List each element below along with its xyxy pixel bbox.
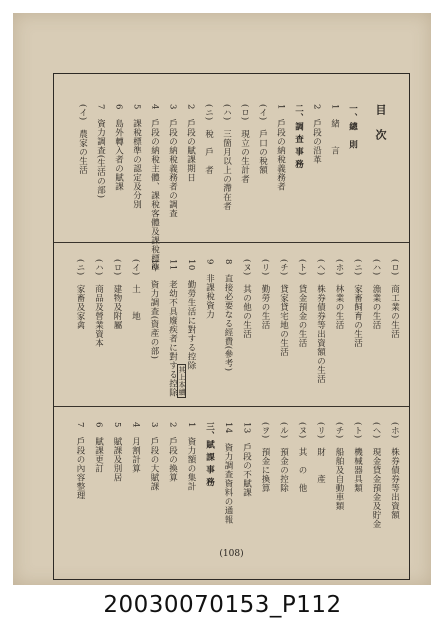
boxed-note: 其上本續 bbox=[178, 366, 186, 396]
contents-heading: 目次 bbox=[374, 104, 387, 154]
toc-entry: (イ) 土 地 bbox=[130, 259, 141, 321]
toc-entry: (チ) 船舶及自動車類 bbox=[334, 422, 344, 511]
toc-entry: (ト) 貸金預金の生活 bbox=[297, 259, 307, 348]
toc-entry: (ロ) 現立の生計者 bbox=[239, 104, 250, 184]
toc-entry: (イ) 農家の生活 bbox=[77, 104, 88, 175]
toc-entry: 2 戶段の換算 bbox=[167, 422, 178, 482]
toc-entry: (ニ) 稅 戶 者 bbox=[203, 104, 214, 175]
toc-entry: (ル) 預金の控除 bbox=[278, 422, 289, 493]
toc-entry: 11 老幼不具廢疾者に對する控除 bbox=[167, 259, 178, 397]
toc-entry: 8 直接必要なる經費(參考) bbox=[223, 259, 233, 372]
band-divider bbox=[54, 406, 409, 407]
toc-entry: 三、賦 課 事 務 bbox=[204, 422, 215, 487]
toc-entry: (ト) 機械器具類 bbox=[352, 422, 363, 493]
toc-entry: 3 戶段の大賦課 bbox=[149, 422, 159, 491]
toc-entry: 3 戶段の納稅義務者の調查 bbox=[167, 104, 178, 218]
toc-entry: 12 資力調查(資產の部) bbox=[149, 259, 159, 360]
toc-entry: 2 戶段の賦課期日 bbox=[185, 104, 196, 182]
toc-entry: (ヲ) 預金に換算 bbox=[260, 422, 270, 493]
toc-entry: 6 賦課更訂 bbox=[93, 422, 104, 473]
toc-entry: (ロ) 商工業の生活 bbox=[389, 259, 400, 339]
document-page bbox=[13, 13, 431, 585]
toc-entry: (ホ) 株券債券等出資額 bbox=[389, 422, 400, 520]
toc-entry: 9 非課稅資力 bbox=[204, 259, 215, 319]
toc-entry: (ハ) 漁業の生活 bbox=[371, 259, 381, 330]
band-divider bbox=[54, 242, 409, 243]
toc-entry: 6 島外轉入者の賦課 bbox=[113, 104, 124, 191]
toc-entry: (ヌ) 其の他の生活 bbox=[241, 259, 252, 339]
toc-entry: (ヌ) 其 の 他 bbox=[297, 422, 307, 493]
toc-entry: 二、調 査 事 務 bbox=[293, 104, 304, 169]
toc-entry: (ニ) 家畜飼育の生活 bbox=[352, 259, 363, 348]
toc-entry: 7 資力調查(生活の部) bbox=[95, 104, 106, 199]
page-number: (108) bbox=[219, 549, 244, 559]
toc-entry: (ニ) 家畜及家禽 bbox=[75, 259, 85, 330]
toc-entry: (チ) 貸家貸宅地の生活 bbox=[278, 259, 289, 357]
image-caption: 20030070153_P112 bbox=[103, 592, 342, 618]
toc-entry: (ヘ) 株券債券等出資額の生活 bbox=[315, 259, 326, 384]
toc-entry: (リ) 財 產 bbox=[315, 422, 326, 484]
toc-entry: (イ) 戶口の稅額 bbox=[257, 104, 268, 175]
toc-entry: 一、總 則 bbox=[347, 104, 358, 149]
toc-entry: (ホ) 林業の生活 bbox=[334, 259, 344, 330]
toc-entry: 5 賦課及別居 bbox=[112, 422, 122, 482]
toc-entry: 1 緒 言 bbox=[329, 104, 340, 155]
toc-entry: 1 資力額の集計 bbox=[186, 422, 196, 491]
toc-entry: (ロ) 建物及附屬 bbox=[112, 259, 122, 330]
text-frame bbox=[53, 73, 410, 580]
toc-entry: 7 戶段の內容整理 bbox=[75, 422, 85, 500]
toc-entry: (ハ) 三箇月以上の滯在者 bbox=[221, 104, 232, 211]
toc-entry: 2 戶段の沿革 bbox=[311, 104, 322, 164]
toc-entry: (ハ) 商品及營業資本 bbox=[93, 259, 104, 348]
toc-entry: 1 戶段の納稅義務者 bbox=[275, 104, 286, 191]
toc-entry: 4 月割計算 bbox=[130, 422, 141, 473]
toc-entry: 10 勤勞生活に對する控除 bbox=[186, 259, 196, 370]
toc-entry: 14 資力調查資料の通報 bbox=[223, 422, 233, 524]
toc-entry: (ヘ) 現金貸金預金及貯金 bbox=[371, 422, 381, 529]
toc-entry: 5 課稅標準の認定及分別 bbox=[131, 104, 142, 209]
toc-entry: 13 戶段の不賦課 bbox=[241, 422, 252, 497]
toc-entry: 4 戶段の納稅主體、課稅客體及課稅標準 bbox=[149, 104, 160, 272]
toc-entry: (リ) 勤勞の生活 bbox=[260, 259, 270, 330]
